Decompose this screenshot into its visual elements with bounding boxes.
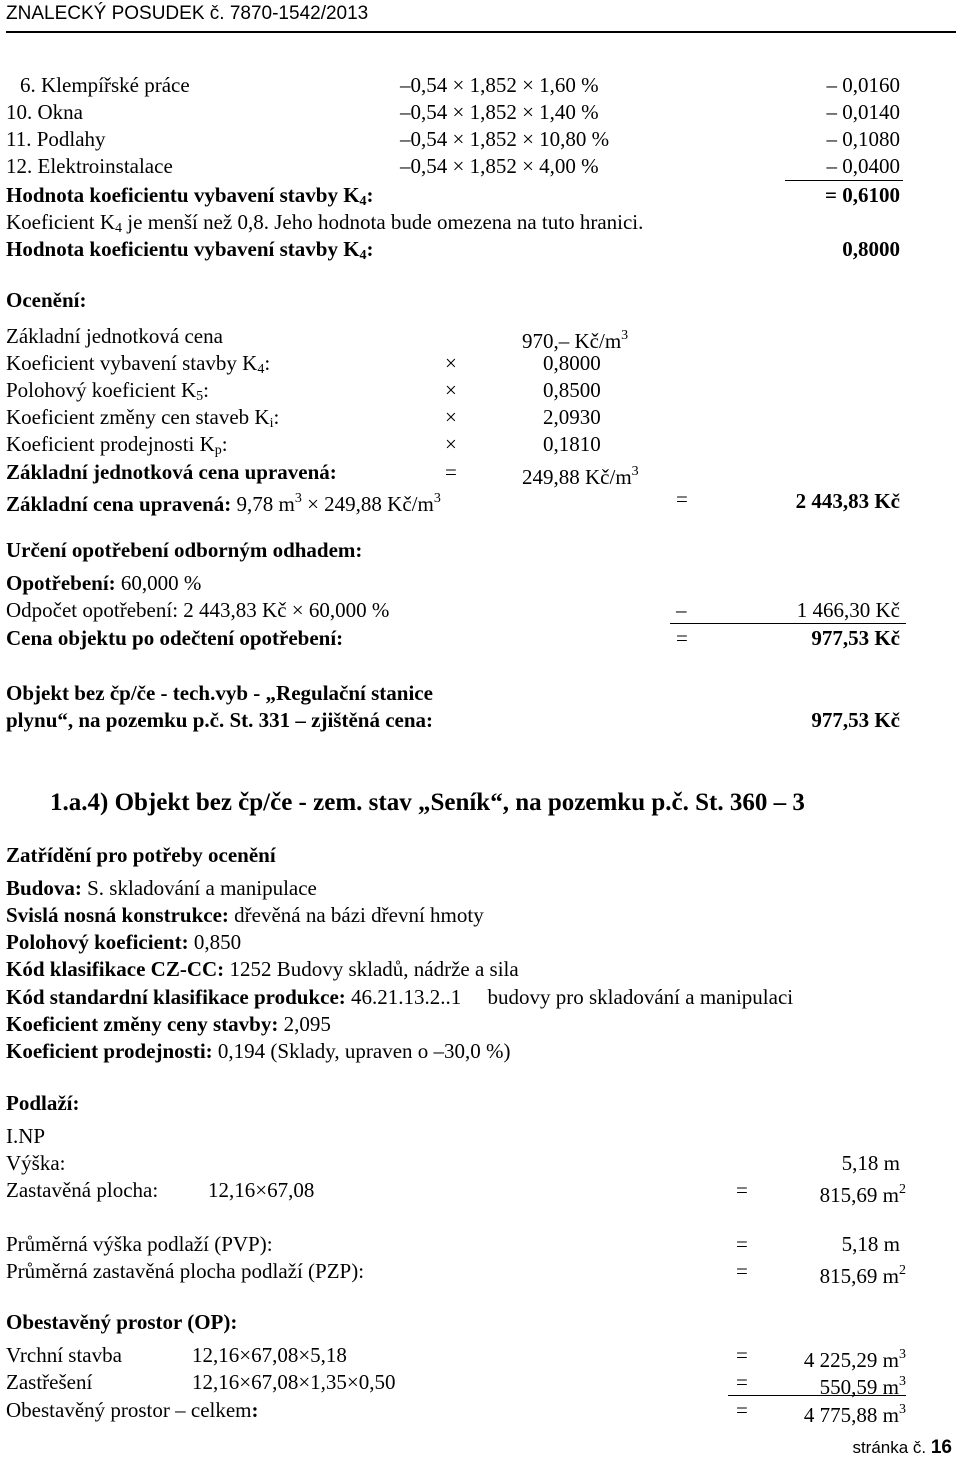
op-row-calc: 12,16×67,08×5,18 [192, 1343, 347, 1367]
row-calc: –0,54 × 1,852 × 1,60 % [400, 73, 599, 97]
zatrideni-heading: Zatřídění pro potřeby ocenění [6, 843, 276, 867]
pvp-label: Průměrná výška podlaží (PVP): [6, 1232, 273, 1256]
row-value: – 0,0400 [826, 154, 900, 178]
row-value: – 0,0160 [826, 73, 900, 97]
cena-label: Cena objektu po odečtení opotřebení: [6, 626, 344, 650]
objekt-line2: plynu“, na pozemku p.č. St. 331 – zjištěná cena: [6, 708, 434, 732]
objekt-line1: Objekt bez čp/če - tech.vyb - „Regulační stanice [6, 681, 433, 705]
oceneni-row-value: 0,1810 [543, 432, 601, 456]
row-label: 10. Okna [6, 100, 83, 124]
oceneni-row-label: Koeficient vybavení stavby $K_4$: [6, 351, 271, 377]
oceneni-heading: Ocenění: [6, 288, 87, 312]
odpocet-value: 1 466,30 Kč [796, 598, 900, 622]
times-icon: × [445, 405, 457, 429]
op-row-op: = [736, 1343, 748, 1367]
op-row-value: 4 225,29 $m^3$ [803, 1347, 906, 1372]
odpocet-label: Odpočet opotřebení: 2 443,83 Kč × 60,000 % [6, 598, 390, 622]
row-calc: –0,54 × 1,852 × 10,80 % [400, 127, 610, 151]
sum-rule [728, 1395, 906, 1396]
op-row-calc: 12,16×67,08×1,35×0,50 [192, 1370, 396, 1394]
k4-value: = 0,6100 [825, 183, 900, 207]
vyska-label: Výška: [6, 1151, 66, 1175]
oceneni-row-label: Koeficient prodejnosti $K_p$: [6, 432, 228, 458]
zast-op: = [736, 1178, 748, 1202]
times-icon: × [445, 432, 457, 456]
podlazi-heading: Podlaží: [6, 1091, 80, 1115]
opotrebeni-heading: Určení opotřebení odborným odhadem: [6, 538, 363, 562]
oceneni-row-label: Koeficient změny cen staveb $K_i$: [6, 405, 280, 431]
pvp-value: 5,18 m [841, 1232, 900, 1256]
k4-label-final: Hodnota koeficientu vybavení stavby $K_4$: [6, 237, 374, 263]
pzp-label: Průměrná zastavěná plocha podlaží (PZP): [6, 1259, 365, 1283]
cena-op: = [676, 626, 688, 650]
zatrideni-item: Koeficient prodejnosti: 0,194 (Sklady, upraven o –30,0 %) [6, 1039, 511, 1063]
odpocet-op: – [676, 598, 687, 622]
times-icon: × [445, 351, 457, 375]
sum-rule [670, 623, 906, 624]
row-value: – 0,0140 [826, 100, 900, 124]
document-title: ZNALECKÝ POSUDEK č. 7870-1542/2013 [6, 3, 369, 24]
row-label: 12. Elektroinstalace [6, 154, 173, 178]
pzp-op: = [736, 1259, 748, 1283]
op-total-value: 4 775,88 $m^3$ [803, 1402, 906, 1427]
zast-value: 815,69 $m^2$ [819, 1182, 906, 1207]
oceneni-row-value: 0,8500 [543, 378, 601, 402]
k4-label: Hodnota koeficientu vybavení stavby $K_4$: [6, 183, 374, 209]
zcu-value: 2 443,83 Kč [795, 489, 900, 513]
pzp-value: 815,69 $m^2$ [819, 1263, 906, 1288]
vyska-value: 5,18 m [841, 1151, 900, 1175]
times-icon: × [445, 378, 457, 402]
oceneni-row-value: 0,8000 [543, 351, 601, 375]
zatrideni-item: Koeficient změny ceny stavby: 2,095 [6, 1012, 331, 1036]
zjcu-value: 249,88 $Kč/m^3$ [522, 464, 639, 489]
row-label: 11. Podlahy [6, 127, 106, 151]
zcu-label: Základní cena upravená: 9,78 $m^3 \times 249,88$ $Kč/m^3$ [6, 491, 441, 516]
zatrideni-item: Polohový koeficient: 0,850 [6, 930, 242, 954]
page-number: stránka č. 16 [852, 1437, 952, 1458]
op-total-op: = [736, 1398, 748, 1422]
op-row-label: Zastřešení [6, 1370, 93, 1394]
zatrideni-item: Svislá nosná konstrukce: dřevěná na bázi dřevní hmoty [6, 903, 484, 927]
opotrebeni-line: Opotřebení: 60,000 % [6, 571, 202, 595]
zjcu-label: Základní jednotková cena upravená: [6, 460, 337, 484]
zatrideni-item: Kód klasifikace CZ-CC: 1252 Budovy skladů, nádrže a sila [6, 957, 519, 981]
row-value: – 0,1080 [826, 127, 900, 151]
pvp-op: = [736, 1232, 748, 1256]
sum-rule [785, 180, 903, 181]
oceneni-row-label: Polohový koeficient $K_5$: [6, 378, 209, 404]
op-total-label: Obestavěný prostor – celkem: [6, 1398, 259, 1422]
k4-value-final: 0,8000 [842, 237, 900, 261]
zjcu-op: = [445, 460, 457, 484]
zatrideni-item: Budova: S. skladování a manipulace [6, 876, 317, 900]
zast-calc: 12,16×67,08 [208, 1178, 315, 1202]
zatrideni-item: Kód standardní klasifikace produkce: 46.21.13.2..1 budovy pro skladování a manipulaci [6, 985, 794, 1009]
oceneni-row-value: 2,0930 [543, 405, 601, 429]
page-header [0, 0, 960, 34]
op-row-op: = [736, 1370, 748, 1394]
cena-value: 977,53 Kč [811, 626, 900, 650]
op-heading: Obestavěný prostor (OP): [6, 1310, 238, 1334]
zjc-label: Základní jednotková cena [6, 324, 223, 348]
k4-note: Koeficient $K_4$ je menší než 0,8. Jeho hodnota bude omezena na tuto hranici. [6, 210, 644, 236]
zcu-op: = [676, 487, 688, 511]
op-row-label: Vrchní stavba [6, 1343, 122, 1367]
row-calc: –0,54 × 1,852 × 1,40 % [400, 100, 599, 124]
header-rule [6, 31, 956, 33]
objekt-value: 977,53 Kč [811, 708, 900, 732]
row-label: 6. Klempířské práce [20, 73, 190, 97]
floor-name: I.NP [6, 1124, 46, 1148]
zjc-value: 970,– $Kč/m^3$ [522, 328, 629, 353]
zast-label: Zastavěná plocha: [6, 1178, 159, 1202]
row-calc: –0,54 × 1,852 × 4,00 % [400, 154, 599, 178]
op-row-value: 550,59 $m^3$ [819, 1374, 906, 1399]
section-heading: 1.a.4) Objekt bez čp/če - zem. stav „Seník“, na pozemku p.č. St. 360 – 3 [50, 789, 805, 816]
